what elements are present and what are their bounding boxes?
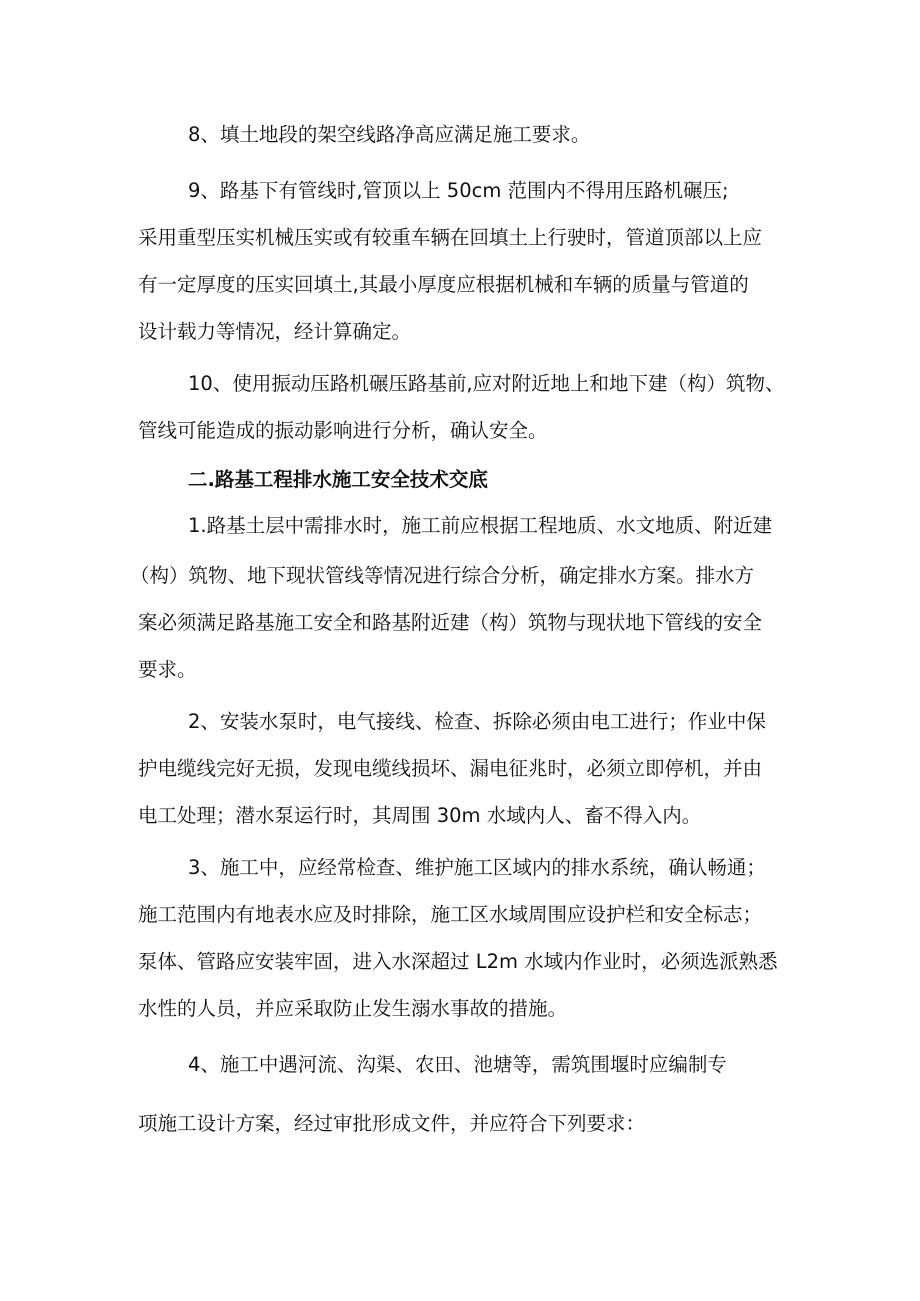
paragraph-2-line-1: 2、安装水泵时，电气接线、检查、拆除必须由电工进行；作业中保: [188, 710, 766, 733]
paragraph-item-10-line-1: 10、使用振动压路机碾压路基前,应对附近地上和地下建（构）筑物、: [188, 372, 785, 395]
paragraph-item-8: 8、填土地段的架空线路净高应满足施工要求。: [188, 123, 591, 146]
paragraph-2-line-3: 电工处理；潜水泵运行时，其周围 30m 水域内人、畜不得入内。: [138, 804, 702, 827]
section-heading: 二.路基工程排水施工安全技术交底: [188, 468, 488, 491]
paragraph-4-line-1: 4、施工中遇河流、沟渠、农田、池塘等，需筑围堰时应编制专: [188, 1053, 727, 1076]
paragraph-item-9-line-4: 设计载力等情况，经计算确定。: [138, 320, 412, 343]
paragraph-1-line-3: 案必须满足路基施工安全和路基附近建（构）筑物与现状地下管线的安全: [138, 611, 763, 634]
paragraph-1-line-2: （构）筑物、地下现状管线等情况进行综合分析，确定排水方案。排水方: [130, 564, 755, 587]
paragraph-item-10-line-2: 管线可能造成的振动影响进行分析，确认安全。: [138, 419, 548, 442]
paragraph-3-line-2: 施工范围内有地表水应及时排除，施工区水域周围应设护栏和安全标志；: [138, 903, 763, 926]
paragraph-4-line-2: 项施工设计方案，经过审批形成文件，并应符合下列要求：: [138, 1112, 646, 1135]
paragraph-item-9-line-2: 采用重型压实机械压实或有较重车辆在回填土上行驶时，管道顶部以上应: [138, 226, 763, 249]
paragraph-3-line-1: 3、施工中，应经常检查、维护施工区域内的排水系统，确认畅通；: [188, 856, 766, 879]
paragraph-item-9-line-1: 9、路基下有管线时,管顶以上 50cm 范围内不得用压路机碾压;: [188, 179, 729, 202]
paragraph-1-line-4: 要求。: [138, 658, 197, 681]
paragraph-item-9-line-3: 有一定厚度的压实回填土,其最小厚度应根据机械和车辆的质量与管道的: [138, 273, 749, 296]
paragraph-1-line-1: 1.路基土层中需排水时，施工前应根据工程地质、水文地质、附近建: [188, 514, 773, 537]
paragraph-2-line-2: 护电缆线完好无损，发现电缆线损坏、漏电征兆时，必须立即停机，并由: [138, 757, 763, 780]
paragraph-3-line-3: 泵体、管路应安装牢固，进入水深超过 L2m 水域内作业时，必须选派熟悉: [138, 950, 778, 973]
paragraph-3-line-4: 水性的人员，并应采取防止发生溺水事故的措施。: [138, 997, 568, 1020]
